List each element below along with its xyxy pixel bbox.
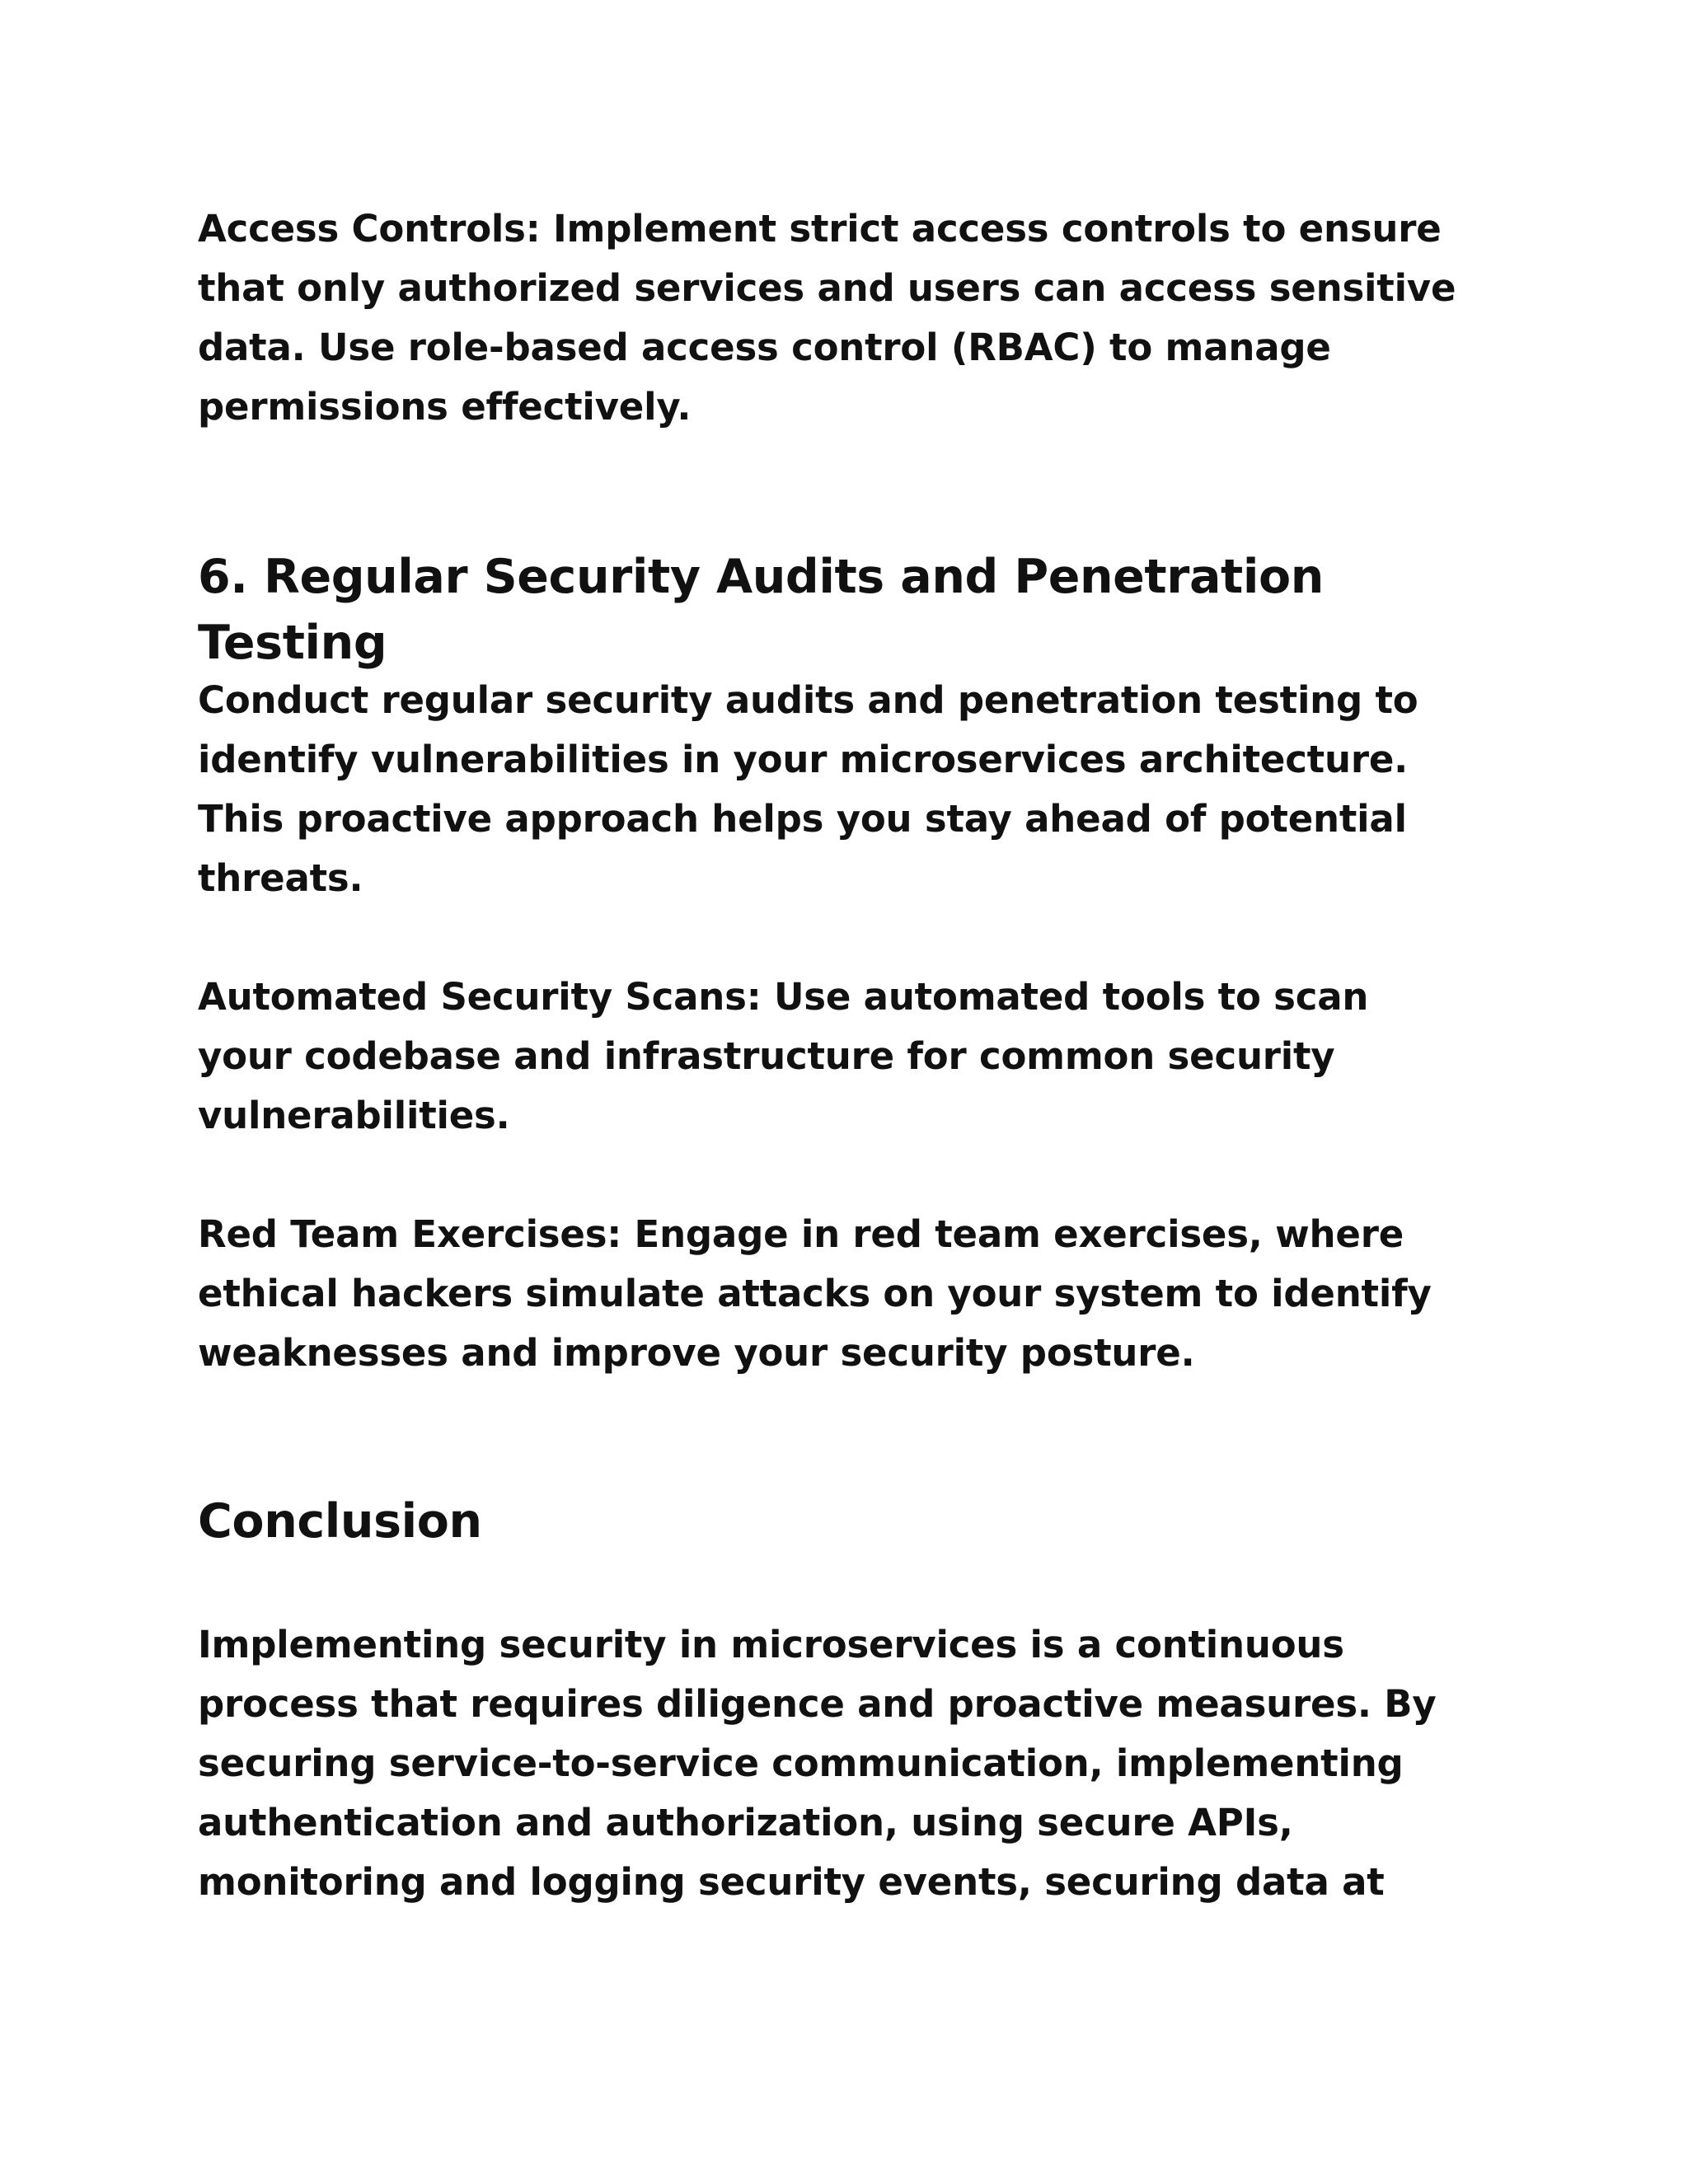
paragraph-line: This proactive approach helps you stay ahead of potential [198, 797, 1407, 841]
paragraph-line: permissions effectively. [198, 385, 692, 429]
automated-scans-paragraph [198, 968, 1500, 1146]
paragraph-line: Access Controls: Implement strict access controls to ensure [198, 207, 1442, 251]
access-controls-paragraph [198, 199, 1500, 437]
paragraph-line: your codebase and infrastructure for common security [198, 1034, 1335, 1078]
paragraph-line: identify vulnerabilities in your microservices architecture. [198, 738, 1409, 781]
paragraph-line: vulnerabilities. [198, 1094, 510, 1137]
conclusion-paragraph [198, 1615, 1500, 1912]
paragraph-line: process that requires diligence and proactive measures. By [198, 1682, 1437, 1726]
paragraph-line: Implementing security in microservices is a continuous [198, 1623, 1344, 1666]
paragraph-line: threats. [198, 856, 363, 900]
paragraph-line: monitoring and logging security events, securing data at [198, 1860, 1385, 1904]
paragraph-line: weaknesses and improve your security posture. [198, 1331, 1195, 1375]
paragraph-line: authentication and authorization, using secure APIs, [198, 1801, 1293, 1844]
red-team-paragraph [198, 1205, 1500, 1383]
conclusion-heading: Conclusion [198, 1494, 482, 1549]
paragraph-line: data. Use role-based access control (RBAC) to manage [198, 326, 1331, 369]
section-6-intro-paragraph [198, 671, 1500, 908]
paragraph-line: securing service-to-service communication, implementing [198, 1741, 1404, 1785]
paragraph-line: ethical hackers simulate attacks on your system to identify [198, 1272, 1432, 1315]
paragraph-line: Red Team Exercises: Engage in red team exercises, where [198, 1212, 1404, 1256]
paragraph-line: Automated Security Scans: Use automated tools to scan [198, 975, 1369, 1019]
section-6-heading: 6. Regular Security Audits and Penetration Testing [198, 550, 1324, 670]
paragraph-line: Conduct regular security audits and penetration testing to [198, 678, 1418, 722]
paragraph-line: that only authorized services and users can access sensitive [198, 266, 1456, 310]
